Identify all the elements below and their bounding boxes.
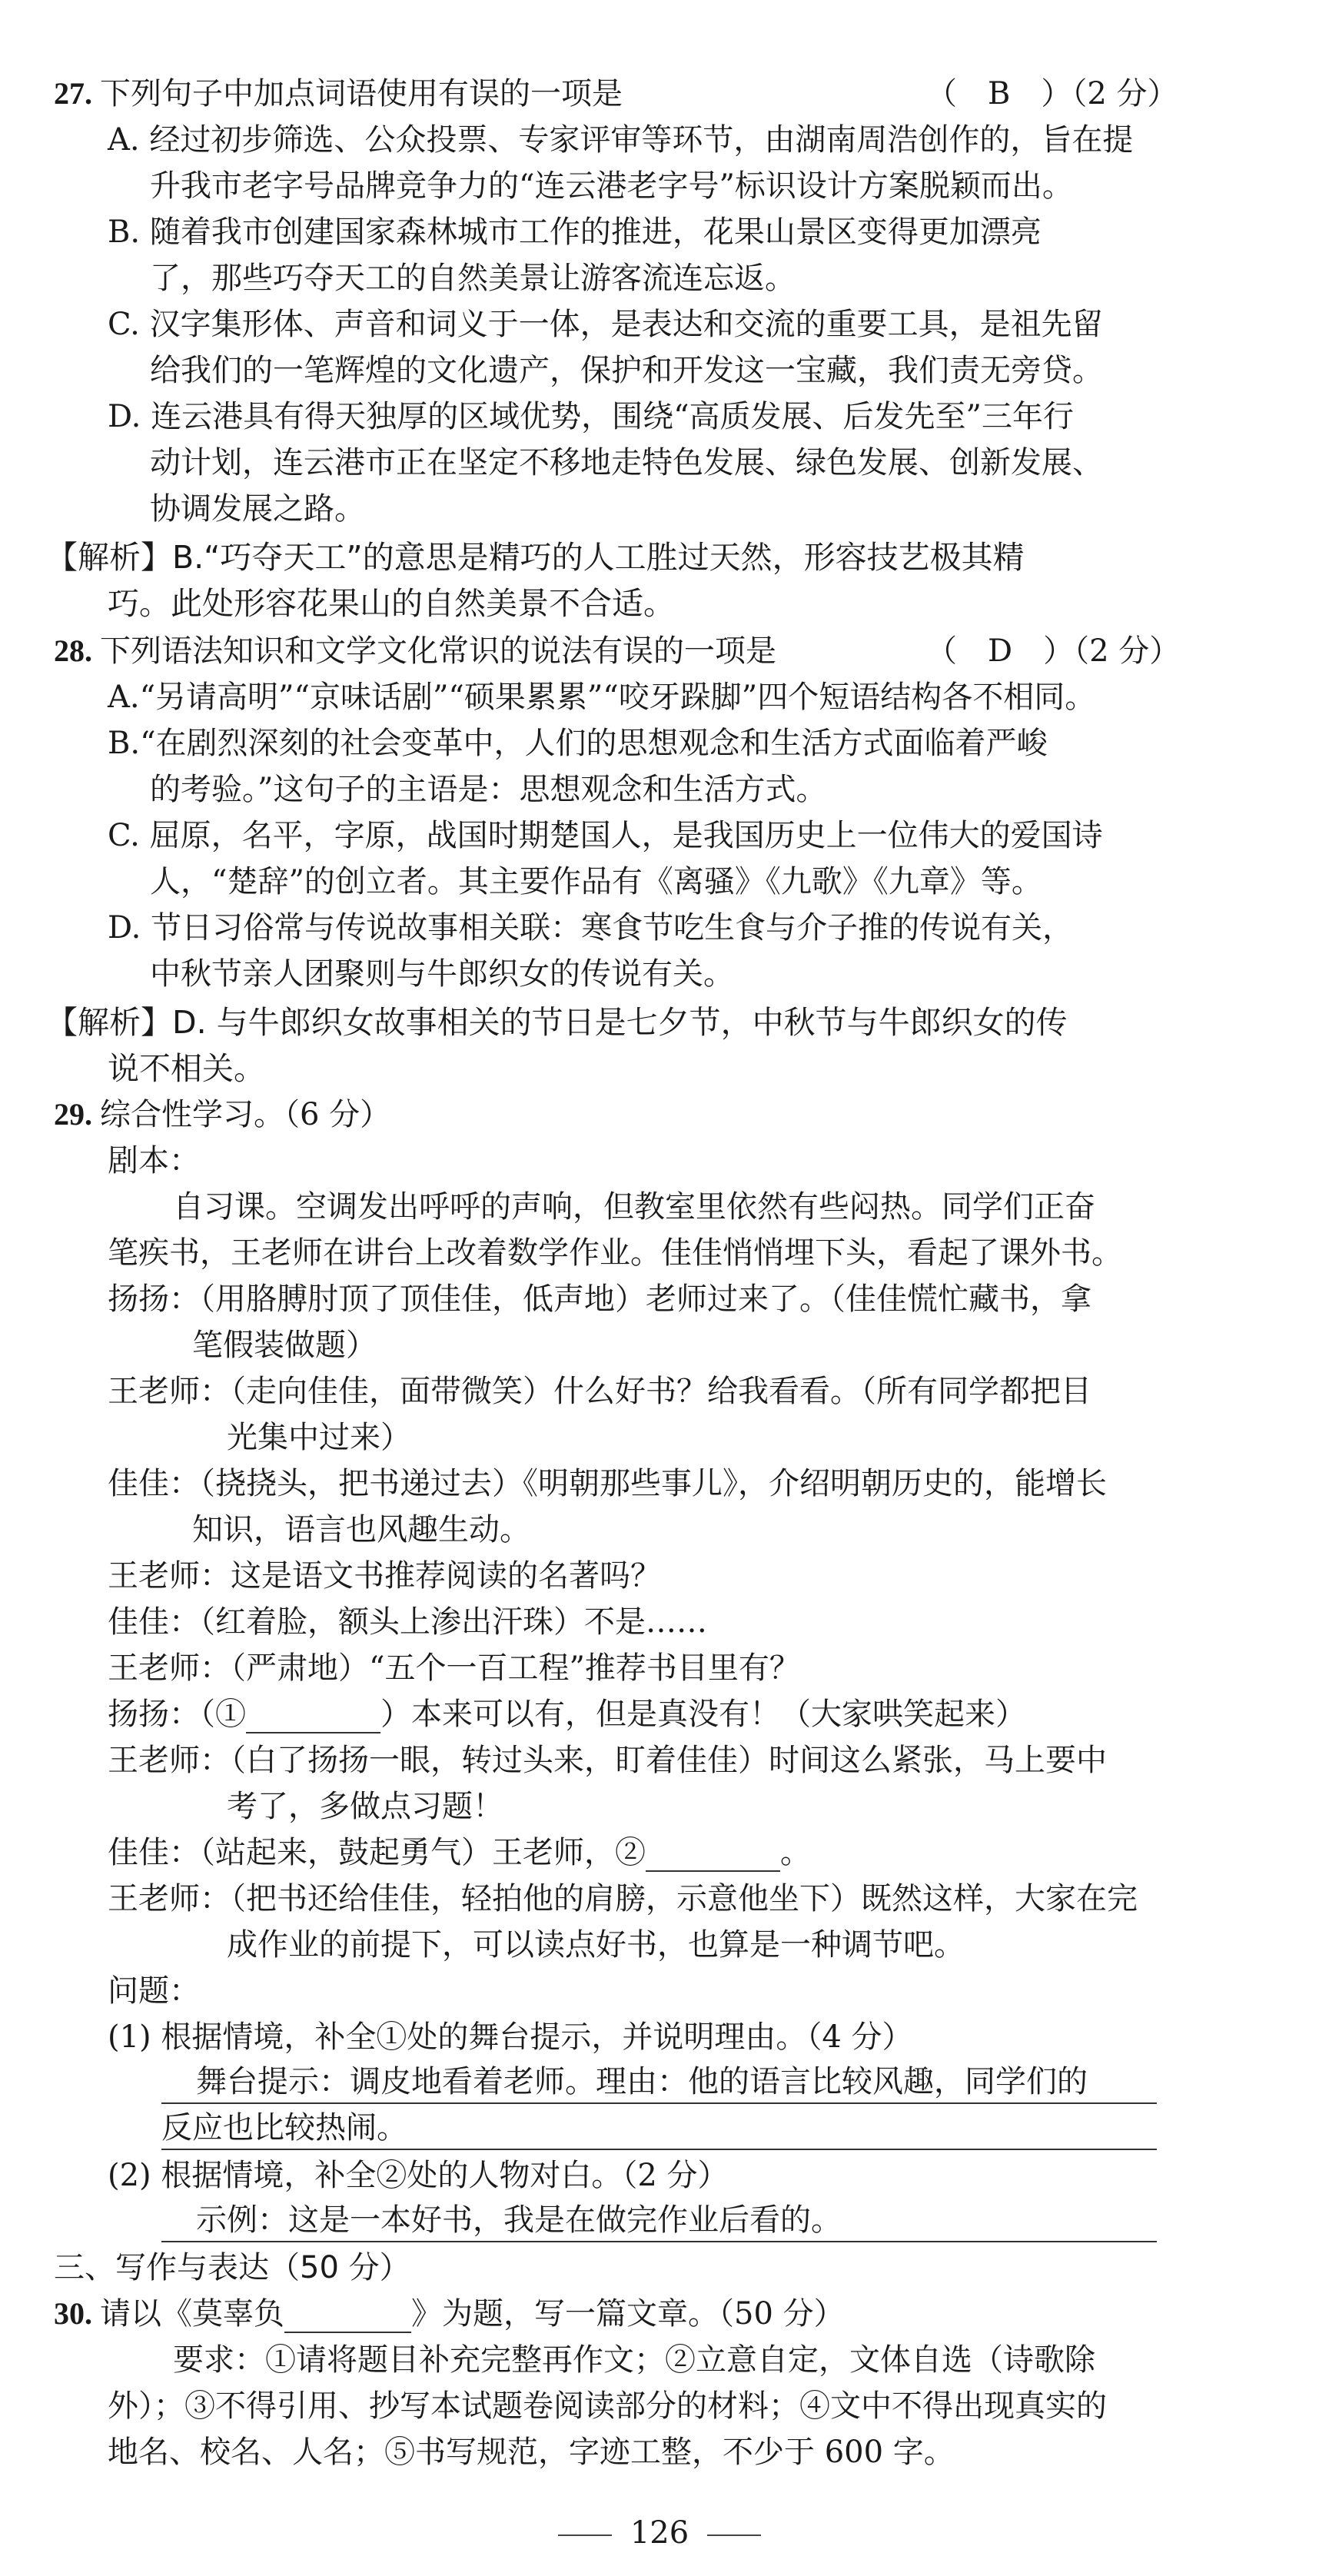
- q29-script-line: 王老师：（把书还给佳佳，轻拍他的肩膀，示意他坐下）既然这样，大家在完: [108, 1881, 1138, 1916]
- q28-option-line: A.“另请高明”“京味话剧”“硕果累累”“咬牙跺脚”四个短语结构各不相同。: [108, 680, 1096, 715]
- q27-option-line: C. 汉字集形体、声音和词义于一体，是表达和交流的重要工具，是祖先留: [108, 307, 1103, 342]
- q29-questions-label: 问题：: [108, 1973, 200, 2009]
- q28-number: 28.: [54, 633, 92, 668]
- answer-line: [161, 2102, 1157, 2104]
- q28-stem-text: 下列语法知识和文学文化常识的说法有误的一项是: [100, 633, 776, 669]
- q27-answer: （ B ）（2 分）: [926, 76, 1178, 111]
- q29-script-line: 笔假装做题）: [192, 1328, 377, 1363]
- q27-option-line: B. 随着我市创建国家森林城市工作的推进，花果山景区变得更加漂亮: [108, 214, 1042, 250]
- q29-sub1: (1) 根据情境，补全①处的舞台提示，并说明理由。（4 分）: [108, 2019, 913, 2055]
- q29-script-line: 王老师：（走向佳佳，面带微笑）什么好书？给我看看。（所有同学都把目: [108, 1374, 1091, 1409]
- q29-script-label: 剧本：: [108, 1143, 200, 1178]
- q29-script-line: 扬扬：（用胳膊肘顶了顶佳佳，低声地）老师过来了。（佳佳慌忙藏书，拿: [108, 1281, 1091, 1317]
- q29-sub2-answer: 示例：这是一本好书，我是在做完作业后看的。: [196, 2202, 842, 2238]
- q27-analysis: 巧。此处形容花果山的自然美景不合适。: [108, 585, 675, 622]
- q29-script-line: 光集中过来）: [227, 1420, 411, 1455]
- q27-option-line: 了，那些巧夺天工的自然美景让游客流连忘返。: [150, 261, 796, 296]
- q28-analysis: 【解析】D. 与牛郎织女故事相关的节日是七夕节，中秋节与牛郎织女的传: [46, 1004, 1068, 1041]
- q28-option-line: B.“在剧烈深刻的社会变革中，人们的思想观念和生活方式面临着严峻: [108, 726, 1048, 761]
- q29-stem-text: 综合性学习。（6 分）: [100, 1097, 391, 1132]
- q30-stem: [54, 2295, 845, 2333]
- q30-requirement: 要求：①请将题目补充完整再作文；②立意自定，文体自选（诗歌除: [173, 2342, 1095, 2378]
- q27-stem-text: 下列句子中加点词语使用有误的一项是: [100, 76, 623, 111]
- q29-script-part: 。: [780, 1835, 811, 1870]
- q27-option-line: 升我市老字号品牌竞争力的“连云港老字号”标识设计方案脱颖而出。: [150, 168, 1073, 204]
- q28-option-line: 中秋节亲人团聚则与牛郎织女的传说有关。: [150, 956, 734, 992]
- q28-answer: （ D ）（2 分）: [926, 633, 1181, 669]
- q27-analysis: 【解析】B.“巧夺天工”的意思是精巧的人工胜过天然，形容技艺极其精: [46, 539, 1025, 576]
- page-number: 126: [630, 2515, 689, 2551]
- q29-script-line-blank1: [108, 1695, 1026, 1733]
- q29-script-line: 知识，语言也风趣生动。: [192, 1512, 530, 1547]
- q29-number: 29.: [54, 1097, 92, 1132]
- q30-stem-text: 》为题，写一篇文章。（50 分）: [411, 2296, 845, 2332]
- q29-script-line: 考了，多做点习题！: [227, 1789, 503, 1824]
- answer-line: [161, 2149, 1157, 2150]
- q29-script-line: 笔疾书，王老师在讲台上改着数学作业。佳佳悄悄埋下头，看起了课外书。: [108, 1235, 1122, 1271]
- q27-option-line: 协调发展之路。: [150, 491, 365, 527]
- q28-option-line: D. 节日习俗常与传说故事相关联：寒食节吃生食与介子推的传说有关，: [108, 910, 1074, 946]
- q27-stem: [54, 75, 623, 113]
- q28-option-line: 人，“楚辞”的创立者。其主要作品有《离骚》《九歌》《九章》等。: [150, 864, 1042, 899]
- q30-requirement: 地名、校名、人名；⑤书写规范，字迹工整，不少于 600 字。: [108, 2435, 955, 2470]
- q27-option-line: A. 经过初步筛选、公众投票、专家评审等环节，由湖南周浩创作的，旨在提: [108, 122, 1134, 158]
- title-blank: [284, 2304, 411, 2333]
- blank-2: [646, 1843, 780, 1872]
- q29-script-part: 扬扬：（①: [108, 1697, 246, 1732]
- q29-sub1-answer: 反应也比较热闹。: [161, 2110, 407, 2146]
- q29-script-line: 佳佳：（挠挠头，把书递过去）《明朝那些事儿》，介绍明朝历史的，能增长: [108, 1466, 1107, 1501]
- answer-line: [161, 2241, 1157, 2242]
- q27-option-line: 给我们的一笔辉煌的文化遗产，保护和开发这一宝藏，我们责无旁贷。: [150, 353, 1103, 388]
- q28-option-line: C. 屈原，名平，字原，战国时期楚国人，是我国历史上一位伟大的爱国诗: [108, 818, 1103, 853]
- q27-option-line: 动计划，连云港市正在坚定不移地走特色发展、绿色发展、创新发展、: [150, 445, 1103, 480]
- q30-requirement: 外）；③不得引用、抄写本试题卷阅读部分的材料；④文中不得出现真实的: [108, 2388, 1107, 2424]
- q27-option-line: D. 连云港具有得天独厚的区域优势，围绕“高质发展、后发先至”三年行: [108, 399, 1074, 434]
- q28-stem: [54, 632, 776, 670]
- q28-option-line: 的考验。”这句子的主语是：思想观念和生活方式。: [150, 772, 827, 807]
- q29-script-line: 王老师：（白了扬扬一眼，转过头来，盯着佳佳）时间这么紧张，马上要中: [108, 1743, 1107, 1778]
- footer-dash: [558, 2534, 612, 2536]
- q29-script-line: 自习课。空调发出呼呼的声响，但教室里依然有些闷热。同学们正奋: [173, 1189, 1095, 1225]
- q29-script-part: 佳佳：（站起来，鼓起勇气）王老师，②: [108, 1835, 646, 1870]
- q29-stem: [54, 1095, 390, 1134]
- q27-number: 27.: [54, 76, 92, 111]
- blank-1: [246, 1704, 380, 1733]
- q28-analysis: 说不相关。: [108, 1050, 265, 1087]
- q29-script-line: 王老师：（严肃地）“五个一百工程”推荐书目里有？: [108, 1650, 800, 1686]
- q29-script-part: ）本来可以有，但是真没有！（大家哄笑起来）: [380, 1697, 1026, 1732]
- q29-sub2: (2) 根据情境，补全②处的人物对白。（2 分）: [108, 2158, 729, 2193]
- q29-script-line: 王老师：这是语文书推荐阅读的名著吗？: [108, 1558, 661, 1594]
- q29-script-line: 成作业的前提下，可以读点好书，也算是一种调节吧。: [227, 1927, 965, 1963]
- q29-script-line-blank2: [108, 1833, 811, 1872]
- section-heading: 三、写作与表达（50 分）: [54, 2250, 410, 2285]
- q30-number: 30.: [54, 2296, 92, 2331]
- q29-sub1-answer: 舞台提示：调皮地看着老师。理由：他的语言比较风趣，同学们的: [196, 2064, 1088, 2099]
- q29-script-line: 佳佳：（红着脸，额头上渗出汗珠）不是……: [108, 1604, 707, 1640]
- q30-stem-text: 请以《莫辜负: [100, 2296, 284, 2332]
- page-footer: [0, 2514, 1319, 2552]
- footer-dash: [707, 2534, 761, 2536]
